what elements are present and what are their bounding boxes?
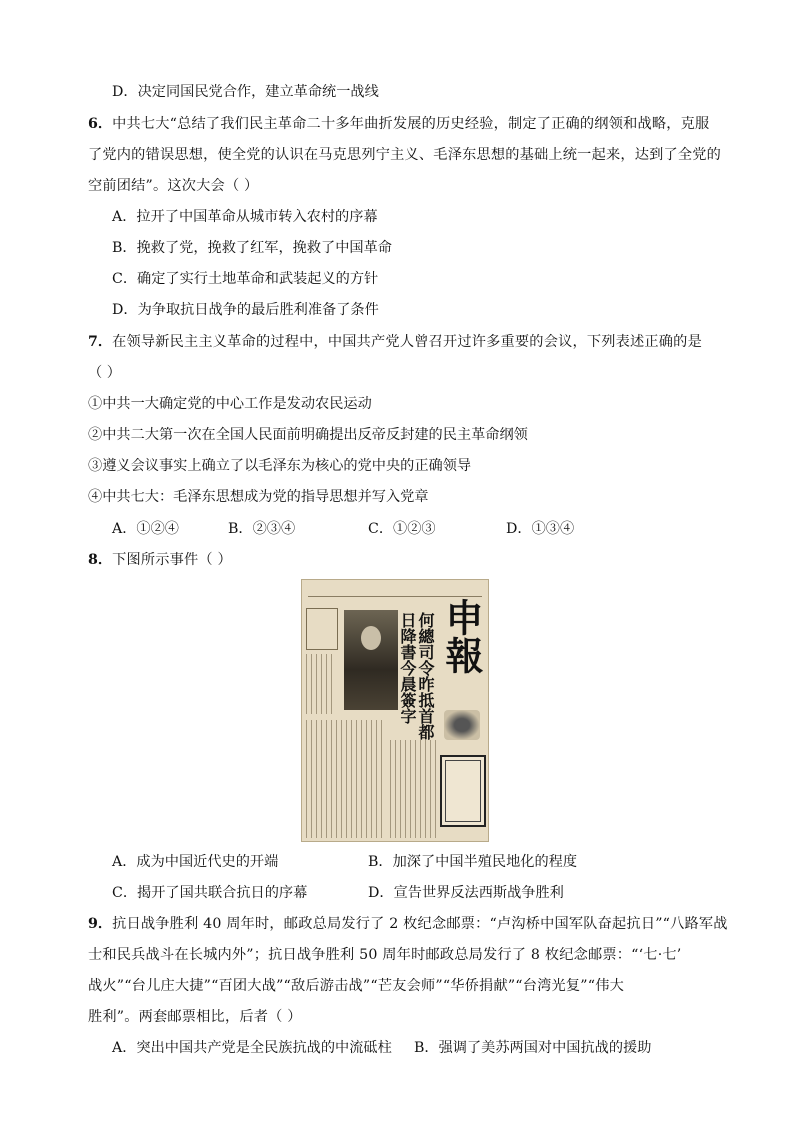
q7-option-b: B．②③④: [228, 521, 296, 537]
q9-stem-line1: 9．抗日战争胜利 40 周年时，邮政总局发行了 2 枚纪念邮票：“卢沟桥中国军队奋起抗日”“八路军战: [88, 916, 728, 932]
q7-item-1: ①中共一大确定党的中心工作是发动农民运动: [88, 396, 372, 412]
newspaper-image: [301, 579, 489, 842]
q7-option-a: A．①②④: [112, 521, 179, 537]
q7-item-2: ②中共二大第一次在全国人民面前明确提出反帝反封建的民主革命纲领: [88, 427, 528, 443]
q9-stem-line2: 士和民兵战斗在长城内外”；抗日战争胜利 50 周年时邮政总局发行了 8 枚纪念邮票：“‘七·七’: [88, 947, 682, 963]
newspaper-masthead: 申報: [439, 598, 484, 674]
q6-option-b: B．挽救了党，挽救了红军，挽救了中国革命: [112, 240, 392, 256]
q7-stem-line2: （ ）: [88, 365, 121, 381]
q9-number: 9．: [88, 916, 113, 932]
q6-stem-line3: 空前团结”。这次大会（ ）: [88, 178, 259, 194]
q8-number: 8．: [88, 552, 113, 568]
q6-option-a: A．拉开了中国革命从城市转入农村的序幕: [112, 209, 378, 225]
q7-option-d: D．①③④: [506, 521, 575, 537]
newspaper-headline-2: 日降書今晨簽字: [398, 612, 417, 724]
newspaper-side-box: [306, 608, 338, 650]
q9-option-a: A．突出中国共产党是全民族抗战的中流砥柱: [112, 1040, 392, 1056]
newspaper-portrait-photo: [344, 610, 398, 710]
q8-option-a: A．成为中国近代史的开端: [112, 854, 279, 870]
q8-option-d: D．宣告世界反法西斯战争胜利: [368, 885, 564, 901]
q9-stem-line4: 胜利”。两套邮票相比，后者（ ）: [88, 1009, 302, 1025]
q8-option-b: B．加深了中国半殖民地化的程度: [368, 854, 578, 870]
newspaper-headline-1: 何總司令昨抵首都: [416, 612, 435, 740]
newspaper-crest: [444, 710, 480, 740]
newspaper-portrait-face: [361, 626, 381, 650]
newspaper-header-rule: [308, 588, 482, 597]
q6-number: 6．: [88, 116, 113, 132]
newspaper-text-column: [390, 740, 436, 838]
q6-stem-line2: 了党内的错误思想，使全党的认识在马克思列宁主义、毛泽东思想的基础上统一起来，达到了全党的: [88, 147, 722, 163]
newspaper-advertisement-box: [440, 755, 486, 827]
q8-stem: 8．下图所示事件（ ）: [88, 552, 232, 568]
q7-stem-line1: 7．在领导新民主主义革命的过程中，中国共产党人曾召开过许多重要的会议，下列表述正确的是: [88, 334, 702, 350]
q7-item-3: ③遵义会议事实上确立了以毛泽东为核心的党中央的正确领导: [88, 458, 472, 474]
q9-stem-line3: 战火”“台儿庄大捷”“百团大战”“敌后游击战”“芒友会师”“华侨捐献”“台湾光复”“伟大: [88, 978, 624, 994]
q7-item-4: ④中共七大：毛泽东思想成为党的指导思想并写入党章: [88, 489, 429, 505]
q7-option-c: C．①②③: [368, 521, 436, 537]
q7-number: 7．: [88, 334, 113, 350]
q9-option-b: B．强调了美苏两国对中国抗战的援助: [414, 1040, 652, 1056]
q6-option-d: D．为争取抗日战争的最后胜利准备了条件: [112, 302, 379, 318]
newspaper-text-column: [306, 654, 336, 714]
newspaper-text-column: [306, 720, 386, 838]
q6-option-c: C．确定了实行土地革命和武装起义的方针: [112, 271, 379, 287]
q5-option-d: D．决定同国民党合作，建立革命统一战线: [112, 84, 379, 100]
q6-stem-line1: 6．中共七大“总结了我们民主革命二十多年曲折发展的历史经验，制定了正确的纲领和战略，克服: [88, 116, 710, 132]
q8-option-c: C．揭开了国共联合抗日的序幕: [112, 885, 308, 901]
